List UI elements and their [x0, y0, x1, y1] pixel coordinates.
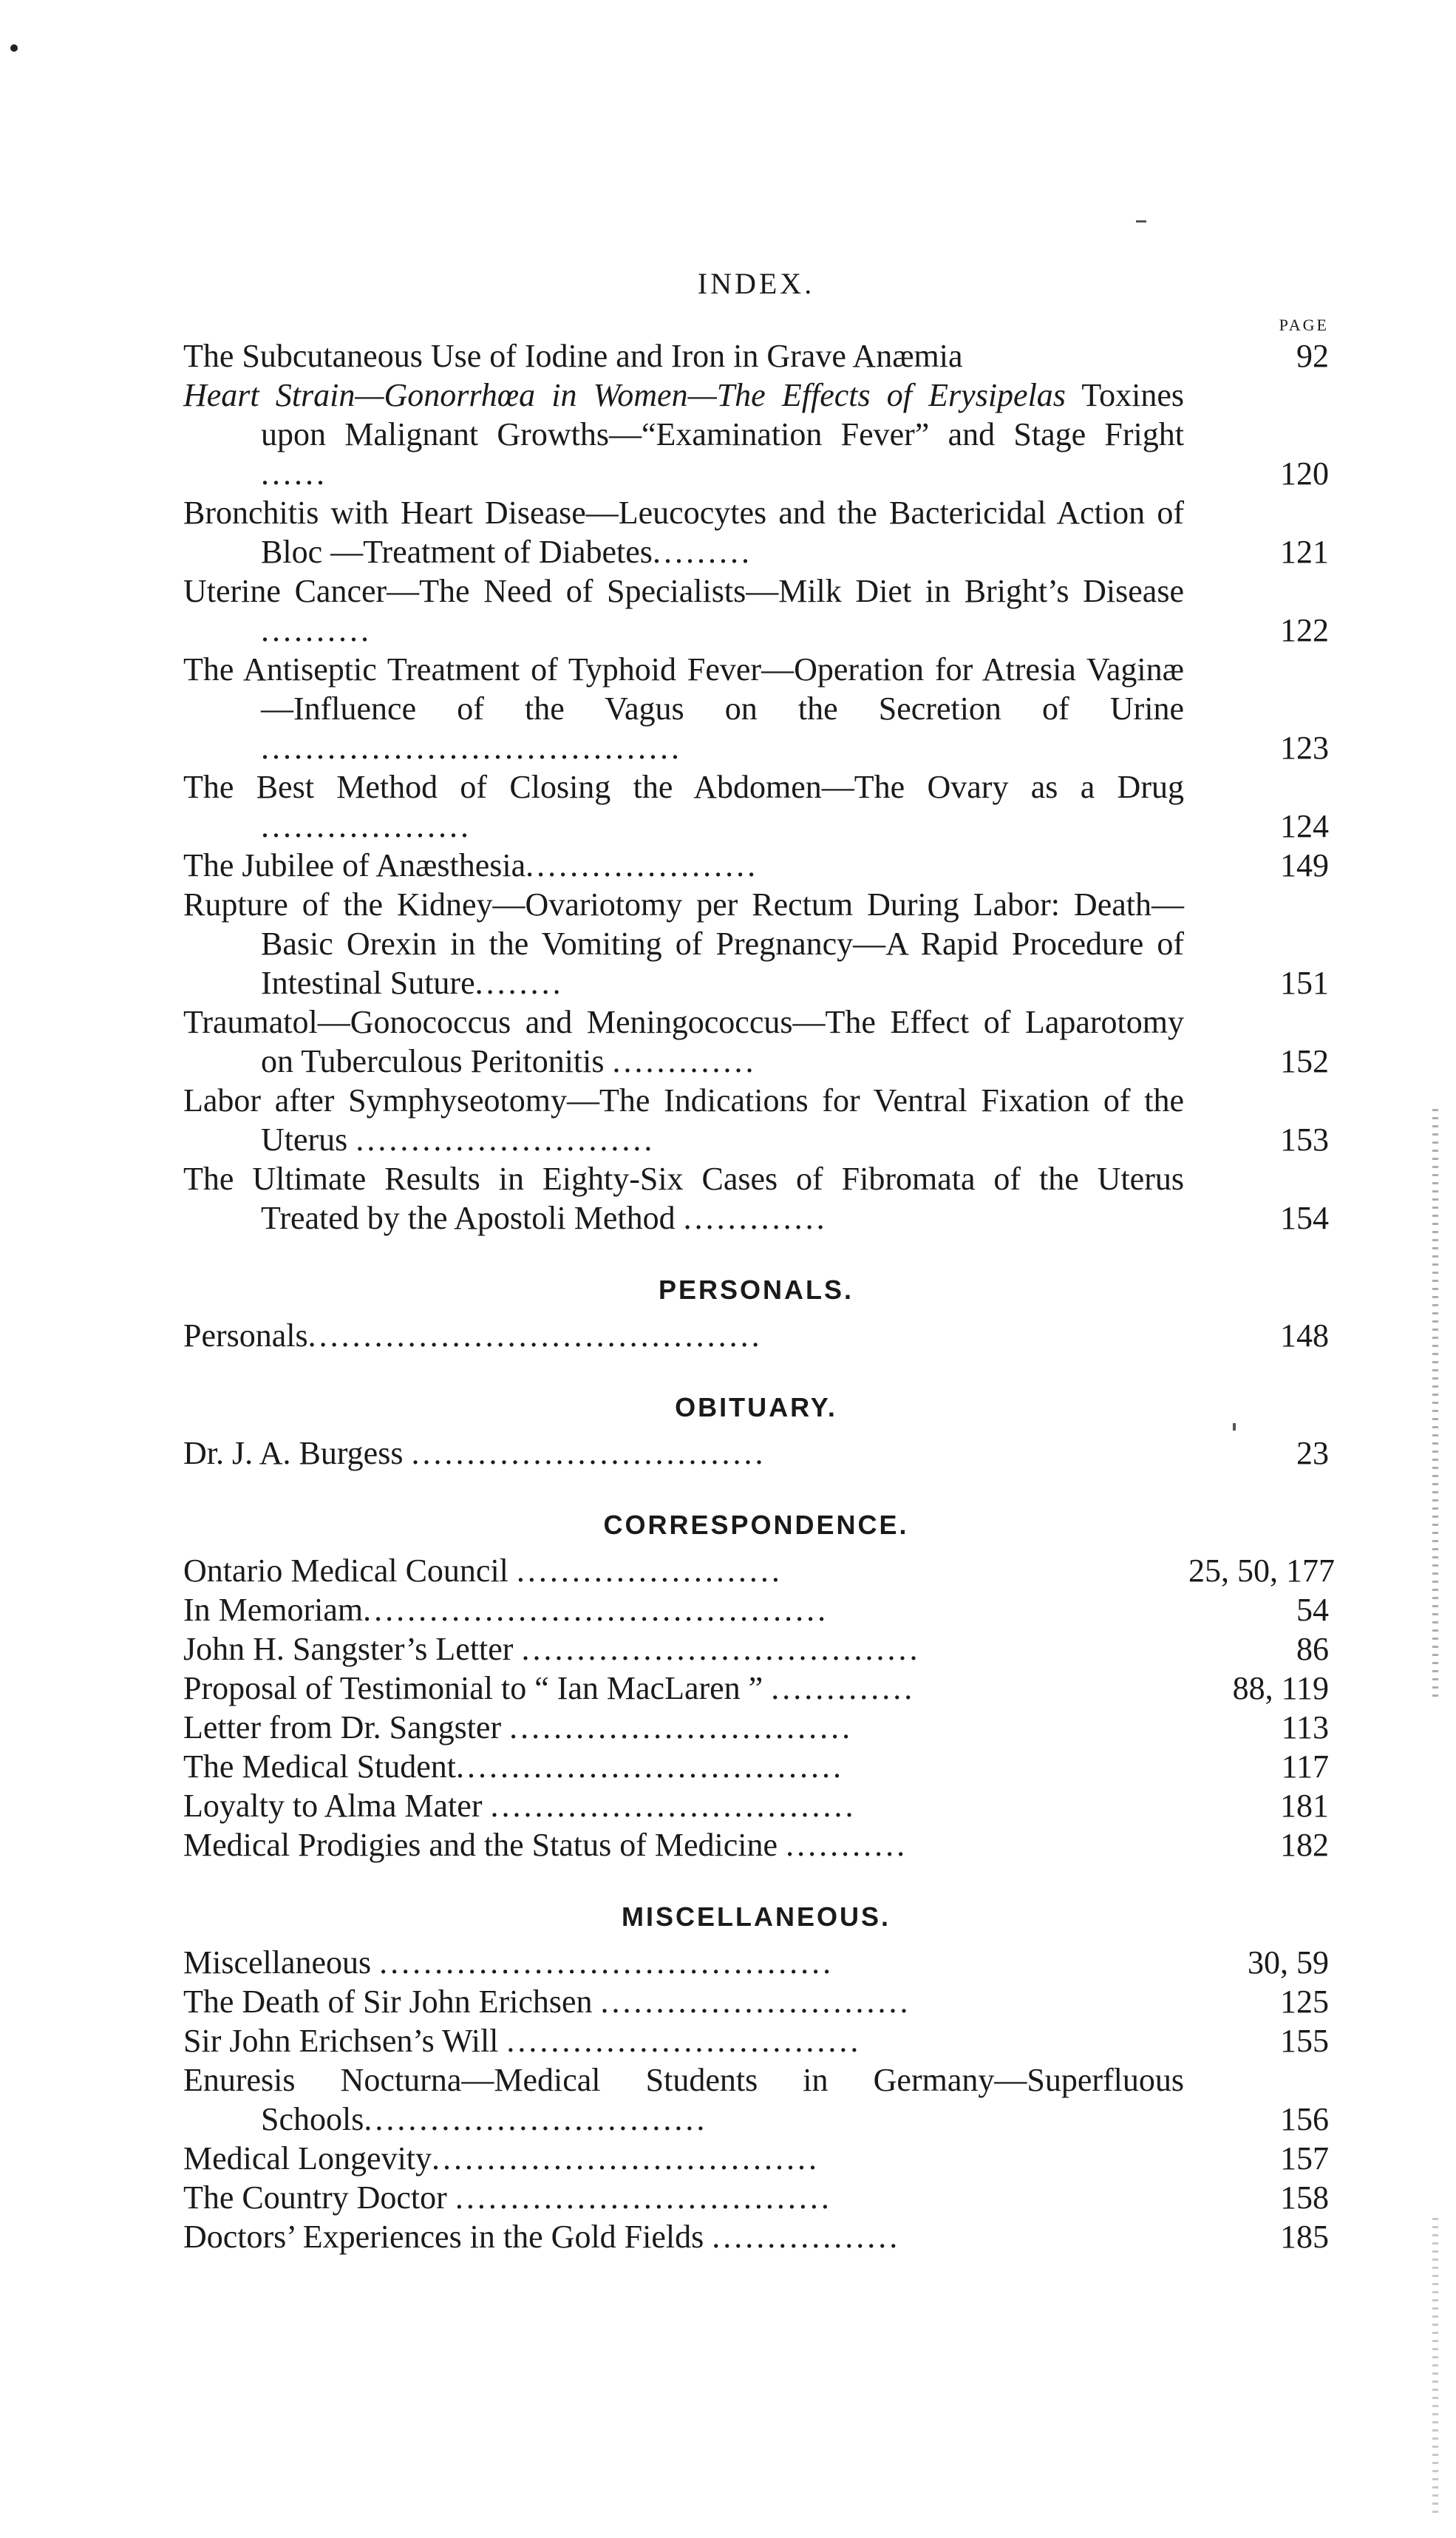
entry-text: The Subcutaneous Use of Iodine and Iron in Grave Anæmia: [183, 338, 963, 374]
entry-text: John H. Sangster’s Letter ....................................: [183, 1631, 921, 1667]
entry-text: Uterine Cancer—The Need of Specialists—Milk Diet in Bright’s Disease ..........: [183, 573, 1184, 648]
page-edge-marks: [1432, 1109, 1438, 1700]
entry-text: The Medical Student...................................: [183, 1748, 845, 1785]
entry-page-number: 125: [1280, 1984, 1329, 2020]
entry-text: Medical Longevity...................................: [183, 2140, 820, 2176]
index-entry: [183, 767, 1329, 846]
entry-page-number: 121: [1280, 534, 1329, 570]
entry-page-number: 152: [1280, 1043, 1329, 1079]
entry-page-number: 120: [1280, 455, 1329, 492]
section-heading-miscellaneous: MISCELLANEOUS.: [621, 1901, 891, 1932]
entry-page-number: 54: [1296, 1592, 1329, 1628]
page-column-label: PAGE: [1279, 316, 1329, 334]
entry-text: The Antiseptic Treatment of Typhoid Fever—Operation for Atresia Vaginæ—Influence of the Vagus on the Secretion of Urine ......................................: [183, 651, 1184, 766]
entry-text: The Ultimate Results in Eighty-Six Cases of Fibromata of the Uterus Treated by the Apostoli Method .............: [183, 1161, 1184, 1236]
entry-text: Loyalty to Alma Mater .................................: [183, 1788, 857, 1824]
index-entry: [183, 1669, 1329, 1708]
entry-page-number: 153: [1280, 1122, 1329, 1158]
index-entry: [183, 1786, 1329, 1825]
section-heading-personals: PERSONALS.: [658, 1275, 854, 1305]
entry-page-number: 182: [1280, 1827, 1329, 1863]
entry-page-number: 86: [1296, 1631, 1329, 1667]
entry-page-number: 92: [1296, 338, 1329, 374]
entry-page-number: 155: [1280, 2023, 1329, 2059]
entry-page-number: 157: [1280, 2140, 1329, 2176]
obituary-list: [183, 1433, 1329, 1473]
index-entry: [183, 1747, 1329, 1786]
entry-page-number: 156: [1280, 2101, 1329, 2137]
entry-page-number: 149: [1280, 847, 1329, 883]
index-entry: [183, 650, 1329, 767]
entry-text: The Death of Sir John Erichsen ............................: [183, 1984, 911, 2020]
index-entry: [183, 1943, 1329, 1982]
page-edge-marks: [1432, 2218, 1438, 2514]
entry-text: Personals.........................................: [183, 1317, 763, 1354]
entry-text: Miscellaneous .........................................: [183, 1944, 834, 1981]
entry-page-number: 30, 59: [1248, 1944, 1329, 1981]
index-entry: [183, 1002, 1329, 1081]
page-title: INDEX.: [697, 267, 815, 300]
index-entry: [183, 1629, 1329, 1669]
entry-page-number: 117: [1281, 1748, 1329, 1785]
index-entry: [183, 1081, 1329, 1159]
entry-text: Letter from Dr. Sangster ...............................: [183, 1709, 854, 1745]
entry-text: Rupture of the Kidney—Ovariotomy per Rectum During Labor: Death—Basic Orexin in the Vomiting of Pregnancy—A Rapid Procedure of Intestinal Suture........: [183, 886, 1184, 1001]
entry-page-number: 124: [1280, 808, 1329, 844]
section-heading-obituary: OBITUARY.: [675, 1392, 837, 1422]
index-entry: [183, 2021, 1329, 2060]
entry-text: Dr. J. A. Burgess ................................: [183, 1435, 766, 1471]
index-entry: [183, 1316, 1329, 1355]
index-entry: [183, 336, 1329, 376]
index-entry: [183, 2217, 1329, 2256]
entry-page-number: 151: [1280, 965, 1329, 1001]
entry-page-number: 113: [1281, 1709, 1329, 1745]
index-entry: [183, 1708, 1329, 1747]
index-entry: [183, 1825, 1329, 1865]
entry-text: The Jubilee of Anæsthesia.....................: [183, 847, 759, 883]
entry-text: The Best Method of Closing the Abdomen—The Ovary as a Drug ...................: [183, 769, 1184, 844]
entry-page-number: 154: [1280, 1200, 1329, 1236]
entry-page-number: 23: [1296, 1435, 1329, 1471]
entry-text: Bronchitis with Heart Disease—Leucocytes and the Bactericidal Action of Bloc —Treatment of Diabetes.........: [183, 495, 1184, 570]
entry-page-number: 148: [1280, 1317, 1329, 1354]
entry-page-number: 181: [1280, 1788, 1329, 1824]
index-entry: [183, 1433, 1329, 1473]
entry-text: Doctors’ Experiences in the Gold Fields .................: [183, 2219, 901, 2255]
entry-text: Traumatol—Gonococcus and Meningococcus—The Effect of Laparotomy on Tuberculous Peritonitis .............: [183, 1004, 1184, 1079]
index-entry: [183, 846, 1329, 885]
miscellaneous-list: [183, 1943, 1329, 2256]
entry-text: Medical Prodigies and the Status of Medicine ...........: [183, 1827, 908, 1863]
index-entry: [183, 493, 1329, 571]
index-entry: [183, 2060, 1329, 2139]
entry-page-number: 158: [1280, 2179, 1329, 2216]
entry-text: In Memoriam..........................................: [183, 1592, 829, 1628]
entry-page-number: 185: [1280, 2219, 1329, 2255]
entry-page-number: 25, 50, 177: [1188, 1553, 1335, 1589]
index-entry: [183, 1551, 1335, 1590]
index-entry: [183, 885, 1329, 1002]
entry-page-number: 88, 119: [1232, 1670, 1329, 1706]
entry-page-number: 122: [1280, 612, 1329, 648]
section-heading-correspondence: CORRESPONDENCE.: [603, 1510, 909, 1540]
entry-text: The Country Doctor ..................................: [183, 2179, 832, 2216]
personals-list: [183, 1316, 1329, 1355]
index-entry: [183, 376, 1329, 493]
correspondence-list: [183, 1551, 1335, 1865]
entry-text: Labor after Symphyseotomy—The Indications for Ventral Fixation of the Uterus ...........................: [183, 1082, 1184, 1158]
entry-text: Proposal of Testimonial to “ Ian MacLaren ” .............: [183, 1670, 916, 1706]
ink-dot: [10, 44, 18, 52]
entry-text: Ontario Medical Council ........................: [183, 1553, 783, 1589]
index-column: [183, 266, 1335, 2256]
index-entry: [183, 2178, 1329, 2217]
index-entry: [183, 1590, 1329, 1629]
index-entry: [183, 2139, 1329, 2178]
index-entry: [183, 1982, 1329, 2021]
entry-text: Enuresis Nocturna—Medical Students in Germany—Superfluous Schools...............................: [183, 2062, 1184, 2137]
stray-mark: [1136, 220, 1146, 223]
entry-text: Sir John Erichsen’s Will ................................: [183, 2023, 862, 2059]
entry-page-number: 123: [1280, 730, 1329, 766]
index-entry: [183, 1159, 1329, 1238]
entry-text: Heart Strain—Gonorrhœa in Women—The Effects of Erysipelas Toxines upon Malignant Growths—“Examination Fever” and Stage Fright ......: [183, 377, 1184, 492]
index-list: [183, 336, 1329, 1238]
index-entry: [183, 571, 1329, 650]
